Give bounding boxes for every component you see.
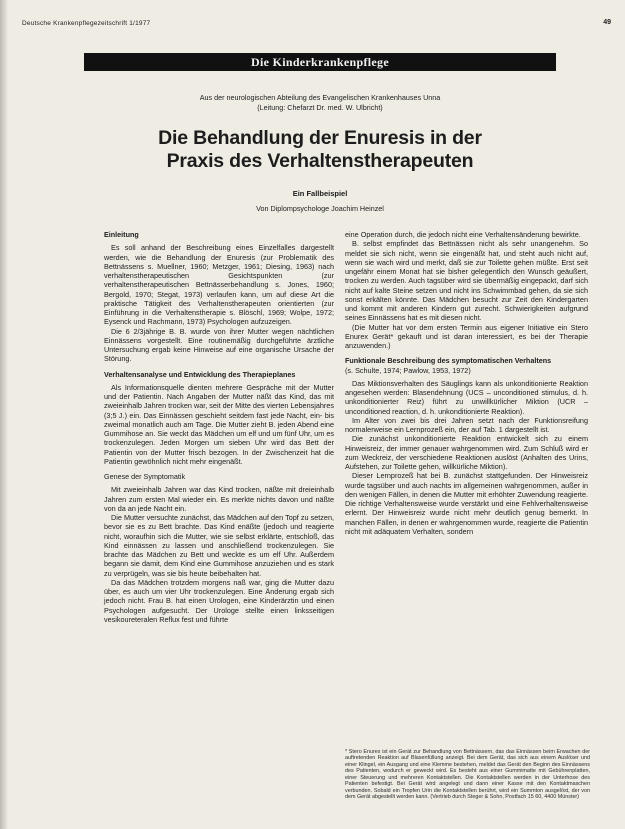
paragraph: Dieser Lernprozeß hat bei B. zunächst stattgefunden. Der Hinweisreiz wurde tagsüber und auch nachts im allgemeinen wahrgenommen, außer in den wenigen Fällen, in denen die Mutter mit erhöhter Zuwendung reagierte. Die richtige Verhaltensweise wurde verstärkt und eine Fehlverhaltensweise erlernt. Der Hinweisreiz wurde nicht mehr deutlich genug bemerkt. In manchen Fällen, in denen er wahrgenommen wurde, reagierte die Patientin nicht mit adäquatem Verhalten, sondern <box>345 471 588 536</box>
journal-header: Deutsche Krankenpflegezeitschrift 1/1977 <box>22 20 151 27</box>
section-banner: Die Kinderkrankenpflege <box>84 53 556 71</box>
page-gutter-shadow <box>0 0 8 829</box>
footnote <box>345 749 590 801</box>
paragraph: Die 6 2/3jährige B. B. wurde von ihrer Mutter wegen nächtlichen Einnässens vorgestellt. Eine routinemäßig durchgeführte ärztliche Untersuchung ergab keine Hinweise auf eine organische Ursache der Störung. <box>104 326 334 364</box>
heading-genesis: Genese der Symptomatik <box>104 472 186 481</box>
footnote-text: * Stero Enurex ist ein Gerät zur Behandlung von Bettnässern, das das Einnässen beim Erwachen der auftretenden Reaktion auf Blasenfüllung anzeigt. Bei dem Gerät, das sich aus einem Auslöser und einer Klingel, ein Ausgang und eine Klemme bestehen, meldet das Gerät den Beginn des Einnässens des Patienten, wodurch er geweckt wird. Es besteht aus einer Gummimatte mit Gebührenplatten, einer Steuerung und mehreren Kontaktstellen. Die Kontaktstellen werden in der Unterhose des Patienten befestigt. Bei Gerät wird angelegt und dann einer Kasse mit den Kontaktmaschen verbunden. Sobald ein Tropfen Urin die Kontaktstellen berührt, wird ein Summton ausgelöst, der von dem Gerät abgestellt werden kann. (Vertrieb durch Steger & Sohn, Postfach 15 60, 4400 Münster) <box>345 749 590 801</box>
paragraph: (Die Mutter hat vor dem ersten Termin aus eigener Initiative ein Stero Enurex Gerät* gekauft und ist daran interessiert, es bei der Therapie anzuwenden.) <box>345 322 588 350</box>
right-column <box>345 230 588 536</box>
paragraph: eine Operation durch, die jedoch nicht eine Verhaltensänderung bewirkte. <box>345 230 581 239</box>
page-number: 49 <box>603 19 611 26</box>
heading-introduction: Einleitung <box>104 230 139 239</box>
paragraph: Die Mutter versuchte zunächst, das Mädchen auf den Topf zu setzen, bevor sie es zu Bett brachte. Das Kind enäßte (jedoch und reagierte nicht, woraufhin sich die Mutter, wie sie selbst erklärte, entschloß, das Kind einnässen zu lassen und anschließend trockenzulegen. Sie brachte das Mädchen zu Bett und weckte es um elf Uhr. Außerdem begann sie damit, dem Kind eine Gummihose anzuziehen und es stark zu verprügeln, was sie bis heute beibehalten hat. <box>104 513 334 578</box>
article-title-line-1: Die Behandlung der Enuresis in der <box>158 127 482 149</box>
paragraph: Im Alter von zwei bis drei Jahren setzt nach der Funktionsreifung normalerweise ein Lernprozeß ein, der auf Tab. 1 dargestellt ist. <box>345 415 588 434</box>
article-author: Von Diplompsychologe Joachim Heinzel <box>256 204 384 213</box>
heading-functional-description: Funktionale Beschreibung des symptomatischen Verhaltens <box>345 356 552 366</box>
paragraph: Die zunächst unkonditionierte Reaktion entwickelt sich zu einem Hinweisreiz, der immer genauer wahrgenommen wird. Zum Schluß wird er zum Weckreiz, der verschiedene Reaktionen auslöst (Anhalten des Urins, Aufstehen, zur Toilette gehen, willkürliche Miktion). <box>345 434 588 471</box>
paragraph: Da das Mädchen trotzdem morgens naß war, ging die Mutter dazu über, es auch um vier Uhr trockenzulegen. Eine Änderung ergab sich jedoch nicht. Frau B. hat einen Urologen, eine Kinderärztin und einen Psychologen aufgesucht. Der Urologe stellte einen linksseitigen vesikoureteralen Reflux fest und führte <box>104 577 334 624</box>
paragraph: Das Miktionsverhalten des Säuglings kann als unkonditionierte Reaktion angesehen werden: Blasendehnung (UCS – unconditioned stimulus, d. h. unkonditionierter Reiz) führt zu unwillkürlicher Miktion (UCR – unconditioned reaction, d. h. unkonditionierte Reaktion). <box>345 378 588 416</box>
left-column <box>104 230 334 624</box>
article-subtitle: Ein Fallbeispiel <box>292 189 348 198</box>
paragraph: Es soll anhand der Beschreibung eines Einzelfalles dargestellt werden, wie die Behandlung der Enuresis (zur Problematik des Bettnässens s. Muellner, 1960; Metzger, 1961; Diesing, 1963) nach verhaltenstherapeutischen Gesichtspunkten (zur verhaltenstherapeutischen Bettnässerbehandlung s. Jones, 1960; Bergold, 1970; Stegat, 1973) verlaufen kann, um auf diese Art die praktische Tätigkeit des Verhaltenstherapeuten orientierten (zur Einführung in die Verhaltenstherapie s. Blöschl, 1969; Wolpe, 1972; Eysenck und Rachmann, 1973) Psychologen aufzuzeigen. <box>104 243 334 327</box>
paragraph: B. selbst empfindet das Bettnässen nicht als sehr unangenehm. So meldet sie sich nicht, wenn sie eingenäßt hat, und steht auch nicht auf, wenn sie wach wird und merkt, daß sie zur Toilette gehen müßte. Erst seit ungefähr einem Monat hat sie bisher gelegentlich den Wunsch geäußert, trocken zu werden. Auch tagsüber wird sie übermäßig eingepackt, darf sich nicht auf kalte Steine setzen und nicht ins Schwimmbad gehen, da sie sich sonst erkälten könnte. Das Mädchen besucht zur Zeit den Kindergarten und kommt mit anderen Kindern gut zurecht. Schwierigkeiten aufgrund seines Einnässens hat es mit diesen nicht. <box>345 239 588 323</box>
paragraph: Mit zweieinhalb Jahren war das Kind trocken, näßte mit dreieinhalb Jahren zum ersten Mal wieder ein. Es merkte nichts davon und näßte von da an jede Nacht ein. <box>104 485 334 513</box>
department-line: Aus der neurologischen Abteilung des Evangelischen Krankenhauses Unna <box>199 93 441 102</box>
paragraph: Als Informationsquelle dienten mehrere Gespräche mit der Mutter und der Patientin. Nach Angaben der Mutter näßt das Kind, das mit zweieinhalb Jahren trocken war, seit der Mitte des vierten Lebensjahres (3;5 J.) ein. Das Einnässen geschieht seitdem fast jede Nacht, ein- bis zweimal monatlich auch am Tage. Die Mutter zieht B. jeden Abend eine Gummihose an. Sie weckt das Mädchen um elf und um fünf Uhr, um es trockenzulegen. Jeden Morgen um sieben Uhr wird das Bett der Patientin von der Mutter frisch bezogen. In der Zwischenzeit hat die Patientin gewöhnlich nicht mehr eingenäßt. <box>104 382 334 466</box>
heading-references: (s. Schulte, 1974; Pawlow, 1953, 1972) <box>345 365 471 375</box>
department-leader-line: (Leitung: Chefarzt Dr. med. W. Ulbricht) <box>257 103 383 112</box>
heading-behavior-analysis: Verhaltensanalyse und Entwicklung des Therapieplanes <box>104 369 296 379</box>
article-title-line-2: Praxis des Verhaltenstherapeuten <box>166 150 474 172</box>
